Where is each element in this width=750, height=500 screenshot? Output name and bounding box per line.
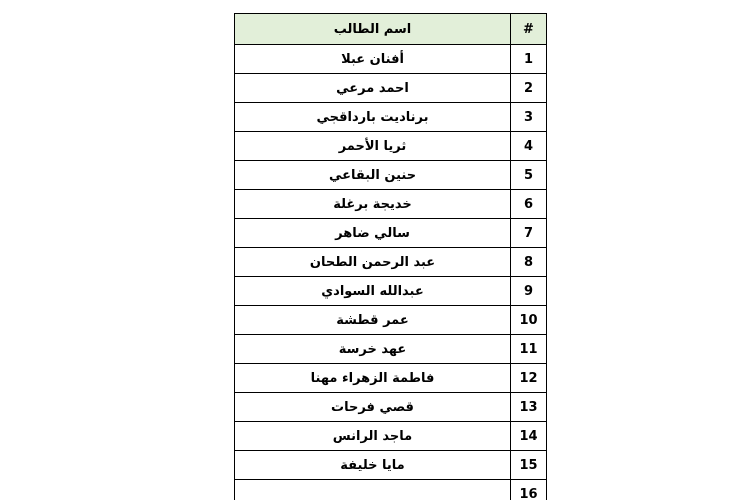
- student-name-cell: مايا خليفة: [235, 451, 511, 480]
- table-row: [235, 248, 547, 277]
- row-number-cell: 1: [511, 45, 547, 74]
- row-number-cell: 4: [511, 132, 547, 161]
- table-row: [235, 103, 547, 132]
- table-row: [235, 74, 547, 103]
- table-row: [235, 393, 547, 422]
- row-number-cell: 12: [511, 364, 547, 393]
- row-number-cell: 11: [511, 335, 547, 364]
- row-number-cell: 8: [511, 248, 547, 277]
- row-number-cell: 16: [511, 480, 547, 500]
- header-row: [235, 14, 547, 45]
- student-name-cell: عبدالله السوادي: [235, 277, 511, 306]
- student-name-cell: عبد الرحمن الطحان: [235, 248, 511, 277]
- row-number-cell: 2: [511, 74, 547, 103]
- row-number-cell: 9: [511, 277, 547, 306]
- table-row: [235, 190, 547, 219]
- row-number-cell: 6: [511, 190, 547, 219]
- student-name-cell: حنين البقاعي: [235, 161, 511, 190]
- student-name-cell: خديجة برغلة: [235, 190, 511, 219]
- row-number-cell: 3: [511, 103, 547, 132]
- table-row: [235, 422, 547, 451]
- student-table: [234, 13, 547, 500]
- table-row: [235, 335, 547, 364]
- student-name-cell: أفنان عبلا: [235, 45, 511, 74]
- student-name-cell: عمر قطشة: [235, 306, 511, 335]
- student-name-cell: سالي ضاهر: [235, 219, 511, 248]
- header-number: #: [511, 14, 547, 45]
- row-number-cell: 5: [511, 161, 547, 190]
- student-name-cell: [235, 480, 511, 500]
- student-name-cell: ثريا الأحمر: [235, 132, 511, 161]
- header-student-name: اسم الطالب: [235, 14, 511, 45]
- table-row: [235, 219, 547, 248]
- table-row: [235, 161, 547, 190]
- student-name-cell: ماجد الرانس: [235, 422, 511, 451]
- row-number-cell: 14: [511, 422, 547, 451]
- student-name-cell: احمد مرعي: [235, 74, 511, 103]
- row-number-cell: 13: [511, 393, 547, 422]
- table-row: [235, 45, 547, 74]
- row-number-cell: 7: [511, 219, 547, 248]
- student-name-cell: قصي فرحات: [235, 393, 511, 422]
- row-number-cell: 10: [511, 306, 547, 335]
- table-row: [235, 306, 547, 335]
- table-row: [235, 277, 547, 306]
- student-name-cell: عهد خرسة: [235, 335, 511, 364]
- row-number-cell: 15: [511, 451, 547, 480]
- table-row: [235, 132, 547, 161]
- student-name-cell: برناديت بارداقجي: [235, 103, 511, 132]
- table-row: [235, 451, 547, 480]
- table-row: [235, 364, 547, 393]
- student-name-cell: فاطمة الزهراء مهنا: [235, 364, 511, 393]
- table-row: [235, 480, 547, 500]
